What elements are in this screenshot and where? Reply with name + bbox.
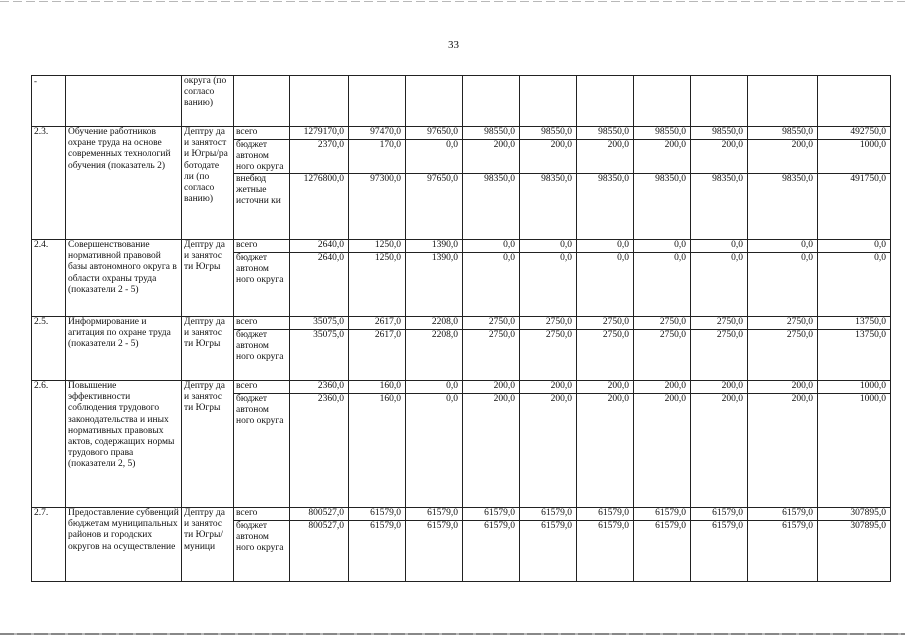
funding-source <box>234 127 290 240</box>
value-cell <box>818 508 891 582</box>
cell <box>748 76 818 127</box>
value: 200,0 <box>721 381 743 391</box>
value-cell <box>577 317 634 381</box>
funding-source <box>234 240 290 317</box>
value-cell <box>406 127 463 240</box>
value: 61579,0 <box>748 520 817 581</box>
cell <box>691 76 748 127</box>
value: 2640,0 <box>317 240 344 250</box>
value: 2617,0 <box>374 317 401 327</box>
value-cell <box>520 381 577 508</box>
value: 200,0 <box>691 393 747 507</box>
value: 2360,0 <box>317 381 344 391</box>
value-cell <box>634 127 691 240</box>
value: 0,0 <box>748 252 817 316</box>
value-cell <box>349 127 406 240</box>
value: 61579,0 <box>541 508 572 518</box>
value: 61579,0 <box>484 508 515 518</box>
funding-source-label: всего <box>236 240 258 250</box>
value: 200,0 <box>607 381 629 391</box>
value: 2617,0 <box>349 329 405 380</box>
value-cell <box>463 317 520 381</box>
table-row <box>32 317 891 381</box>
value: 0,0 <box>617 240 629 250</box>
value-cell <box>349 317 406 381</box>
value: 1390,0 <box>431 240 458 250</box>
value: 0,0 <box>406 393 462 507</box>
row-index: 2.5. <box>32 317 66 381</box>
value: 2750,0 <box>520 329 576 380</box>
value: 160,0 <box>379 381 401 391</box>
value: 0,0 <box>674 240 686 250</box>
funding-source <box>234 381 290 508</box>
funding-source-label: бюджет автоном ного округа <box>234 329 289 380</box>
value-cell <box>290 381 349 508</box>
value-cell <box>520 317 577 381</box>
value: 2750,0 <box>577 329 633 380</box>
value-cell <box>748 381 818 508</box>
value-cell <box>748 508 818 582</box>
value: 13750,0 <box>855 317 886 327</box>
value: 200,0 <box>748 139 817 173</box>
value: 800527,0 <box>308 508 344 518</box>
budget-table <box>31 75 891 582</box>
value-cell <box>520 508 577 582</box>
value-cell <box>463 508 520 582</box>
value: 1250,0 <box>349 252 405 316</box>
table-row <box>32 508 891 582</box>
value: 2750,0 <box>786 317 813 327</box>
cell <box>520 76 577 127</box>
value: 0,0 <box>503 240 515 250</box>
funding-source-label: бюджет автоном ного округа <box>234 520 289 581</box>
value: 1279170,0 <box>303 127 344 137</box>
value: 97650,0 <box>427 127 458 137</box>
value: 800527,0 <box>290 520 348 581</box>
value-cell <box>349 240 406 317</box>
value-cell <box>463 240 520 317</box>
value: 97650,0 <box>406 173 462 239</box>
value: 200,0 <box>463 139 519 173</box>
row-executor: Дептру да и занятос ти Югры <box>182 381 234 508</box>
scan-edge-top <box>0 1 905 2</box>
value-cell <box>463 127 520 240</box>
funding-source-label: бюджет автоном ного округа <box>234 252 289 316</box>
value: 1000,0 <box>818 393 890 507</box>
value: 200,0 <box>520 139 576 173</box>
value: 61579,0 <box>634 520 690 581</box>
value: 0,0 <box>801 240 813 250</box>
value: 2750,0 <box>748 329 817 380</box>
value: 0,0 <box>874 240 886 250</box>
value: 35075,0 <box>313 317 344 327</box>
value-cell <box>818 381 891 508</box>
value-cell <box>691 508 748 582</box>
cell <box>577 76 634 127</box>
value: 2208,0 <box>406 329 462 380</box>
value-cell <box>290 240 349 317</box>
funding-source-label: бюджет автоном ного округа <box>234 393 289 507</box>
value: 0,0 <box>691 252 747 316</box>
value: 0,0 <box>406 139 462 173</box>
value: 98350,0 <box>520 173 576 239</box>
value-cell <box>349 381 406 508</box>
cell <box>818 76 891 127</box>
value: 61579,0 <box>655 508 686 518</box>
cell <box>349 76 406 127</box>
value-cell <box>748 317 818 381</box>
funding-source <box>234 317 290 381</box>
table-row <box>32 381 891 508</box>
cell <box>290 76 349 127</box>
row-executor: Дептру да и занятост и Югры/ра ботодате ли (по согласо ванию) <box>182 127 234 240</box>
value: 98350,0 <box>577 173 633 239</box>
value-cell <box>691 127 748 240</box>
value-cell <box>577 127 634 240</box>
value-cell <box>818 317 891 381</box>
value-cell <box>691 317 748 381</box>
row-name: Совершенствование нормативной правовой базы автономного округа в области охраны труда (показатели 2 - 5) <box>66 240 182 317</box>
value-cell <box>634 240 691 317</box>
value: 2750,0 <box>488 317 515 327</box>
value: 97470,0 <box>370 127 401 137</box>
value: 2750,0 <box>545 317 572 327</box>
value: 200,0 <box>520 393 576 507</box>
row-index: 2.4. <box>32 240 66 317</box>
value: 1390,0 <box>406 252 462 316</box>
value-cell <box>818 240 891 317</box>
page-number: 33 <box>448 39 459 51</box>
value: 98550,0 <box>712 127 743 137</box>
row-name <box>66 76 182 127</box>
value: 160,0 <box>349 393 405 507</box>
value: 61579,0 <box>463 520 519 581</box>
value-cell <box>290 508 349 582</box>
row-executor: Дептру да и занятос ти Югры/ муници <box>182 508 234 582</box>
value: 98350,0 <box>634 173 690 239</box>
funding-source-label: всего <box>236 508 258 518</box>
table-row <box>32 76 891 127</box>
value: 0,0 <box>520 252 576 316</box>
cell <box>463 76 520 127</box>
value: 200,0 <box>577 139 633 173</box>
value: 2360,0 <box>290 393 348 507</box>
value: 492750,0 <box>850 127 886 137</box>
value-cell <box>577 240 634 317</box>
value: 61579,0 <box>598 508 629 518</box>
table-row <box>32 240 891 317</box>
value: 61579,0 <box>782 508 813 518</box>
value: 2370,0 <box>290 139 348 173</box>
value: 61579,0 <box>520 520 576 581</box>
value: 2640,0 <box>290 252 348 316</box>
value: 0,0 <box>818 252 890 316</box>
value-cell <box>634 317 691 381</box>
funding-source <box>234 508 290 582</box>
value-cell <box>577 381 634 508</box>
value: 0,0 <box>577 252 633 316</box>
value: 170,0 <box>349 139 405 173</box>
value: 0,0 <box>463 252 519 316</box>
value-cell <box>577 508 634 582</box>
value: 61579,0 <box>691 520 747 581</box>
value: 0,0 <box>731 240 743 250</box>
row-index: 2.6. <box>32 381 66 508</box>
value: 200,0 <box>691 139 747 173</box>
value: 0,0 <box>634 252 690 316</box>
value: 61579,0 <box>712 508 743 518</box>
funding-source-label: бюджет автоном ного округа <box>234 139 289 173</box>
value-cell <box>349 508 406 582</box>
value: 200,0 <box>748 393 817 507</box>
value: 2750,0 <box>659 317 686 327</box>
value: 98550,0 <box>655 127 686 137</box>
row-index: - <box>32 76 66 127</box>
value-cell <box>691 240 748 317</box>
value: 98550,0 <box>541 127 572 137</box>
value: 200,0 <box>577 393 633 507</box>
value: 200,0 <box>664 381 686 391</box>
value: 13750,0 <box>818 329 890 380</box>
value: 1000,0 <box>859 381 886 391</box>
value: 200,0 <box>493 381 515 391</box>
row-name: Предоставление субвенций бюджетам муниципальных районов и городских округов на осуществление <box>66 508 182 582</box>
value-cell <box>818 127 891 240</box>
value-cell <box>748 240 818 317</box>
value-cell <box>520 240 577 317</box>
table-row <box>32 127 891 240</box>
value: 98350,0 <box>691 173 747 239</box>
value-cell <box>520 127 577 240</box>
value: 2750,0 <box>716 317 743 327</box>
value: 35075,0 <box>290 329 348 380</box>
value: 2750,0 <box>634 329 690 380</box>
value-cell <box>290 317 349 381</box>
row-executor: Дептру да и занятос ти Югры <box>182 240 234 317</box>
scan-edge-bottom <box>0 633 905 635</box>
value: 2750,0 <box>602 317 629 327</box>
value-cell <box>406 240 463 317</box>
value-cell <box>748 127 818 240</box>
value: 491750,0 <box>818 173 890 239</box>
value: 200,0 <box>463 393 519 507</box>
row-index: 2.7. <box>32 508 66 582</box>
value: 98550,0 <box>598 127 629 137</box>
funding-source-label: внебюд жетные источни ки <box>234 173 289 239</box>
value: 61579,0 <box>370 508 401 518</box>
value: 200,0 <box>634 393 690 507</box>
cell <box>406 76 463 127</box>
value: 0,0 <box>560 240 572 250</box>
value-cell <box>406 317 463 381</box>
row-name: Информирование и агитация по охране труда (показатели 2 - 5) <box>66 317 182 381</box>
value: 61579,0 <box>349 520 405 581</box>
row-executor: округа (по согласо ванию) <box>182 76 234 127</box>
value: 2208,0 <box>431 317 458 327</box>
funding-source-label: всего <box>236 127 258 137</box>
value: 97300,0 <box>349 173 405 239</box>
value-cell <box>463 381 520 508</box>
value: 98350,0 <box>463 173 519 239</box>
value: 61579,0 <box>577 520 633 581</box>
value: 200,0 <box>634 139 690 173</box>
value: 2750,0 <box>463 329 519 380</box>
value-cell <box>406 508 463 582</box>
value: 307895,0 <box>818 520 890 581</box>
value: 2750,0 <box>691 329 747 380</box>
value: 200,0 <box>550 381 572 391</box>
value: 1276800,0 <box>290 173 348 239</box>
value: 0,0 <box>446 381 458 391</box>
value: 61579,0 <box>427 508 458 518</box>
value-cell <box>691 381 748 508</box>
value: 307895,0 <box>850 508 886 518</box>
value-cell <box>634 381 691 508</box>
cell <box>634 76 691 127</box>
funding-source-label: всего <box>236 381 258 391</box>
row-executor: Дептру да и занятос ти Югры <box>182 317 234 381</box>
value: 200,0 <box>791 381 813 391</box>
funding-source-label: всего <box>236 317 258 327</box>
row-name: Обучение работников охране труда на основе современных технологий обучения (показатель 2) <box>66 127 182 240</box>
value-cell <box>634 508 691 582</box>
cell <box>234 76 290 127</box>
row-index: 2.3. <box>32 127 66 240</box>
value: 98550,0 <box>782 127 813 137</box>
value-cell <box>406 381 463 508</box>
value-cell <box>290 127 349 240</box>
value: 1000,0 <box>818 139 890 173</box>
value: 61579,0 <box>406 520 462 581</box>
row-name: Повышение эффективности соблюдения трудового законодательства и иных нормативных правовых актов, содержащих нормы трудового права (показатели 2, 5) <box>66 381 182 508</box>
value: 1250,0 <box>374 240 401 250</box>
value: 98350,0 <box>748 173 817 239</box>
value: 98550,0 <box>484 127 515 137</box>
